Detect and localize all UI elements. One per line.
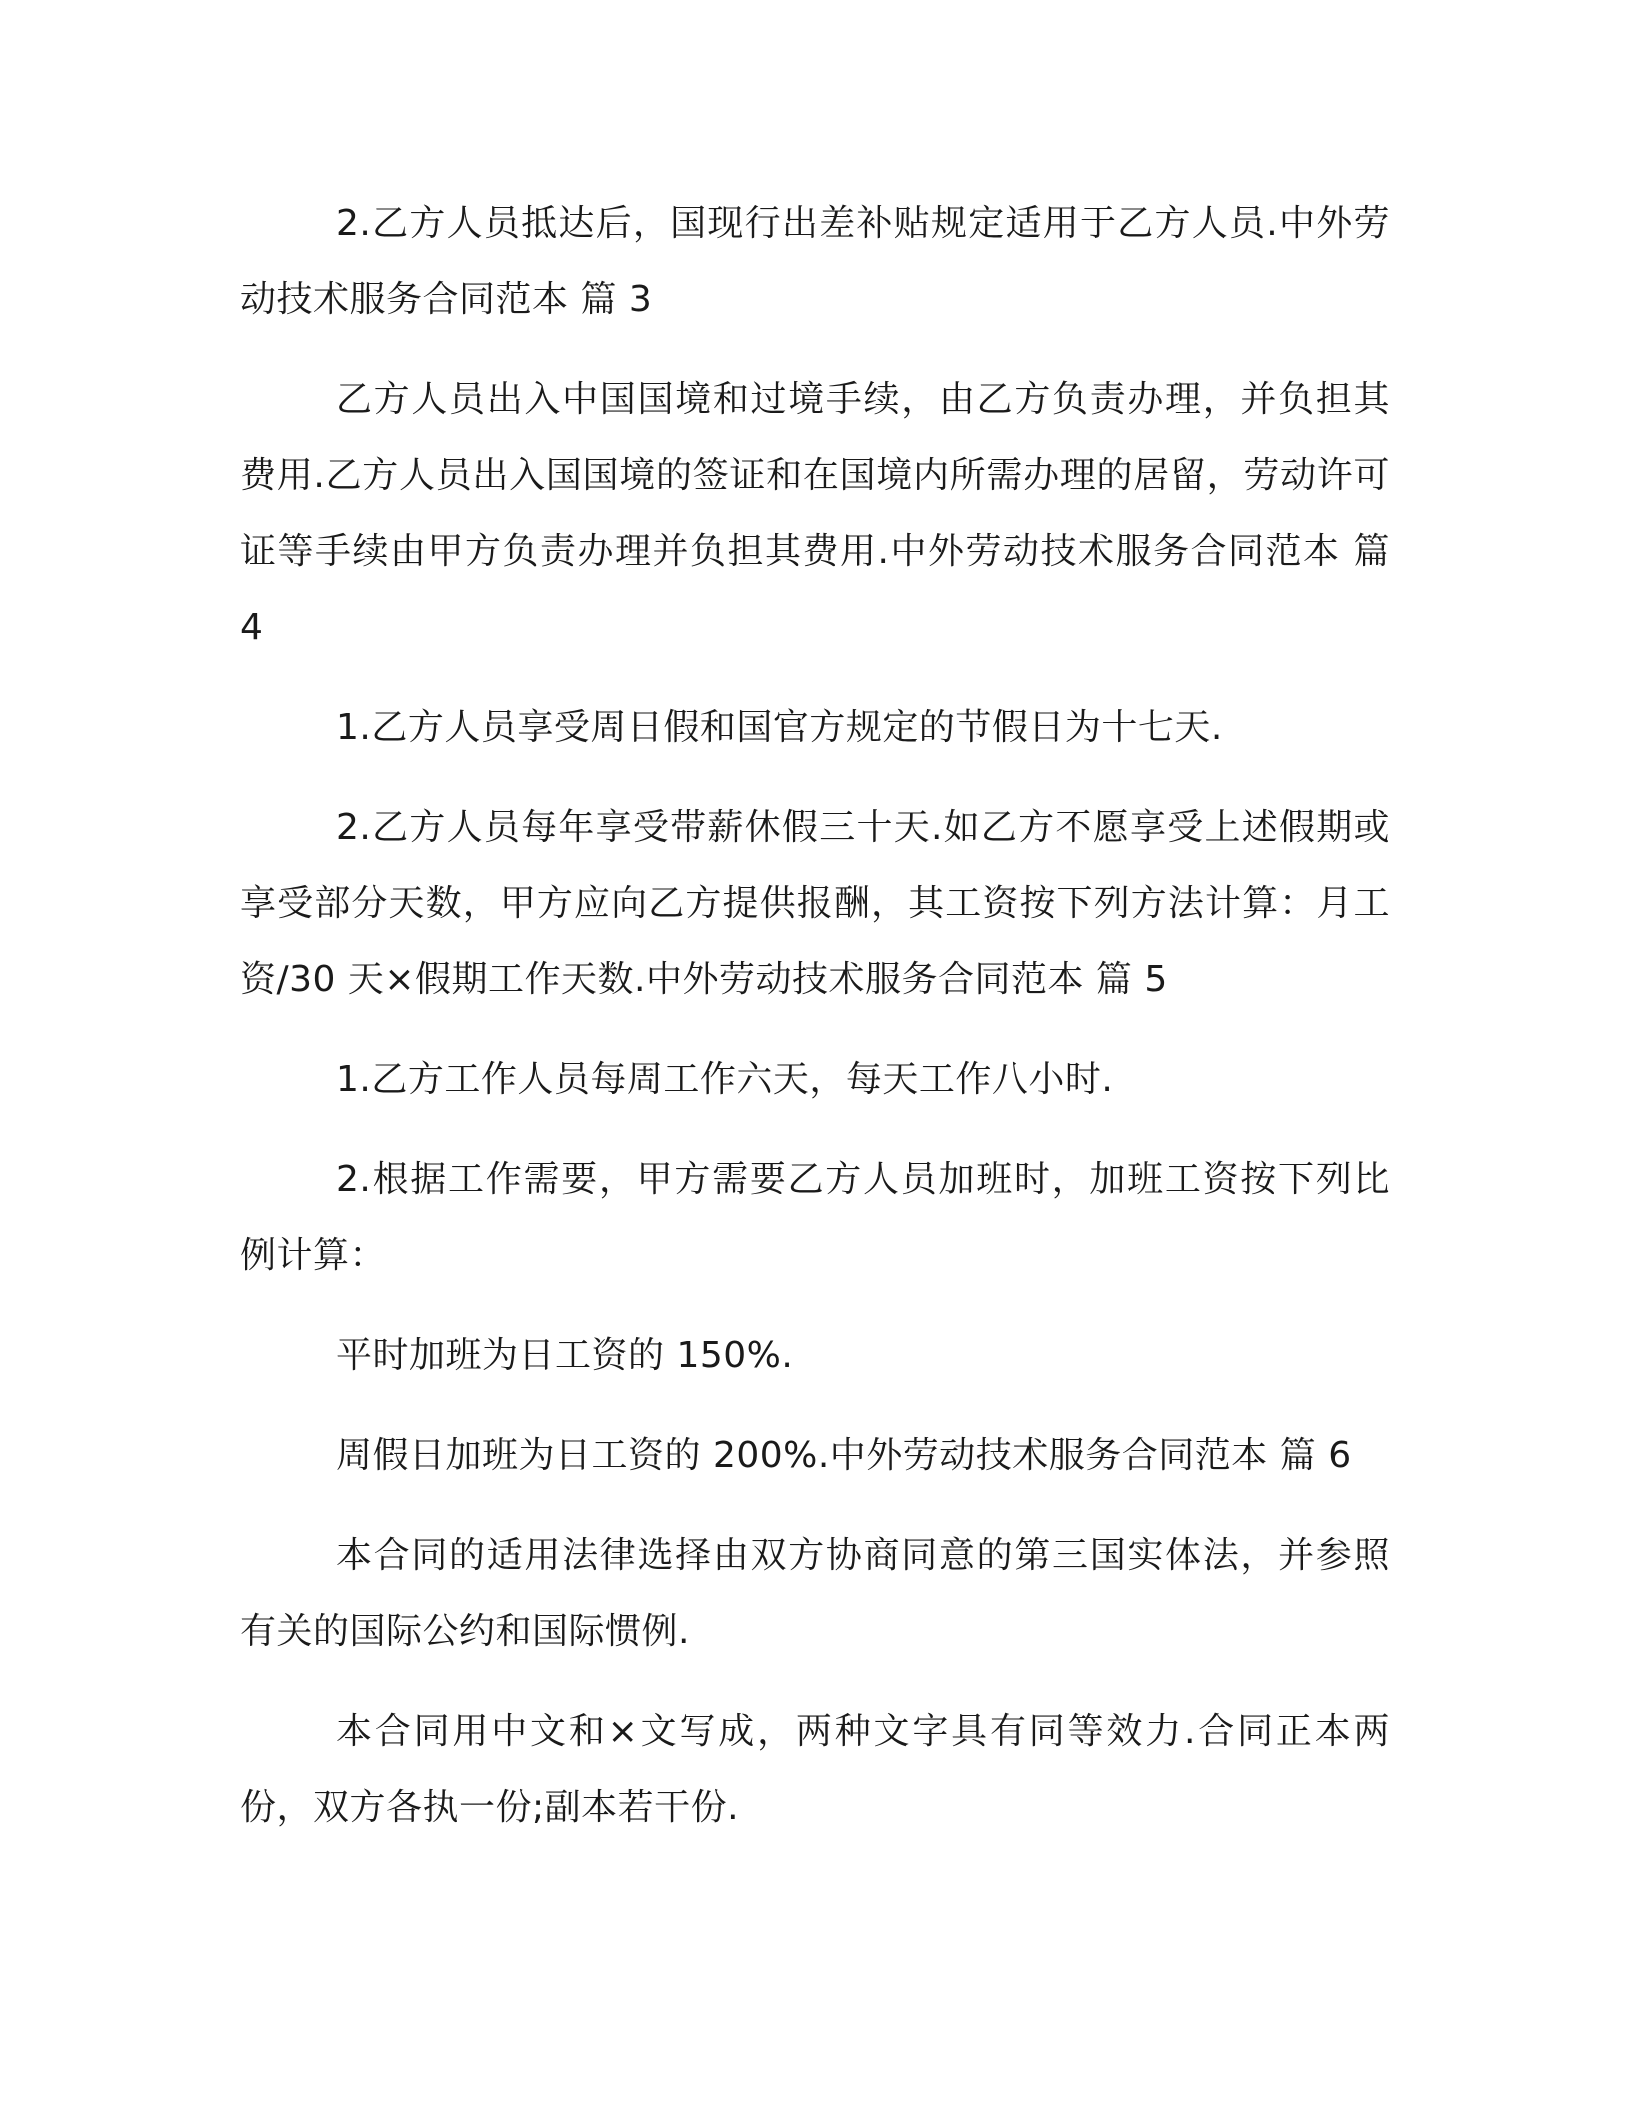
paragraph-9: 本合同的适用法律选择由双方协商同意的第三国实体法，并参照有关的国际公约和国际惯例. (240, 1535, 1390, 1652)
paragraph-1: 2.乙方人员抵达后，国现行出差补贴规定适用于乙方人员.中外劳动技术服务合同范本 篇 3 (240, 203, 1390, 320)
paragraph-10: 本合同用中文和×文写成，两种文字具有同等效力.合同正本两份，双方各执一份;副本若干份. (240, 1711, 1390, 1828)
paragraph-2: 乙方人员出入中国国境和过境手续，由乙方负责办理，并负担其费用.乙方人员出入国国境的签证和在国境内所需办理的居留，劳动许可证等手续由甲方负责办理并负担其费用.中外劳动技术服务合同范本 篇 4 (240, 379, 1390, 648)
paragraph-5: 1.乙方工作人员每周工作六天，每天工作八小时. (336, 1059, 1114, 1100)
paragraph-8: 周假日加班为日工资的 200%.中外劳动技术服务合同范本 篇 6 (336, 1435, 1352, 1476)
paragraph-6: 2.根据工作需要，甲方需要乙方人员加班时，加班工资按下列比例计算： (240, 1159, 1390, 1276)
document-body (240, 186, 1390, 1870)
paragraph-7: 平时加班为日工资的 150%. (336, 1335, 794, 1376)
paragraph-4: 2.乙方人员每年享受带薪休假三十天.如乙方不愿享受上述假期或享受部分天数，甲方应向乙方提供报酬，其工资按下列方法计算：月工资/30 天×假期工作天数.中外劳动技术服务合同范本 篇 5 (240, 807, 1390, 1000)
paragraph-3: 1.乙方人员享受周日假和国官方规定的节假日为十七天. (336, 707, 1223, 748)
